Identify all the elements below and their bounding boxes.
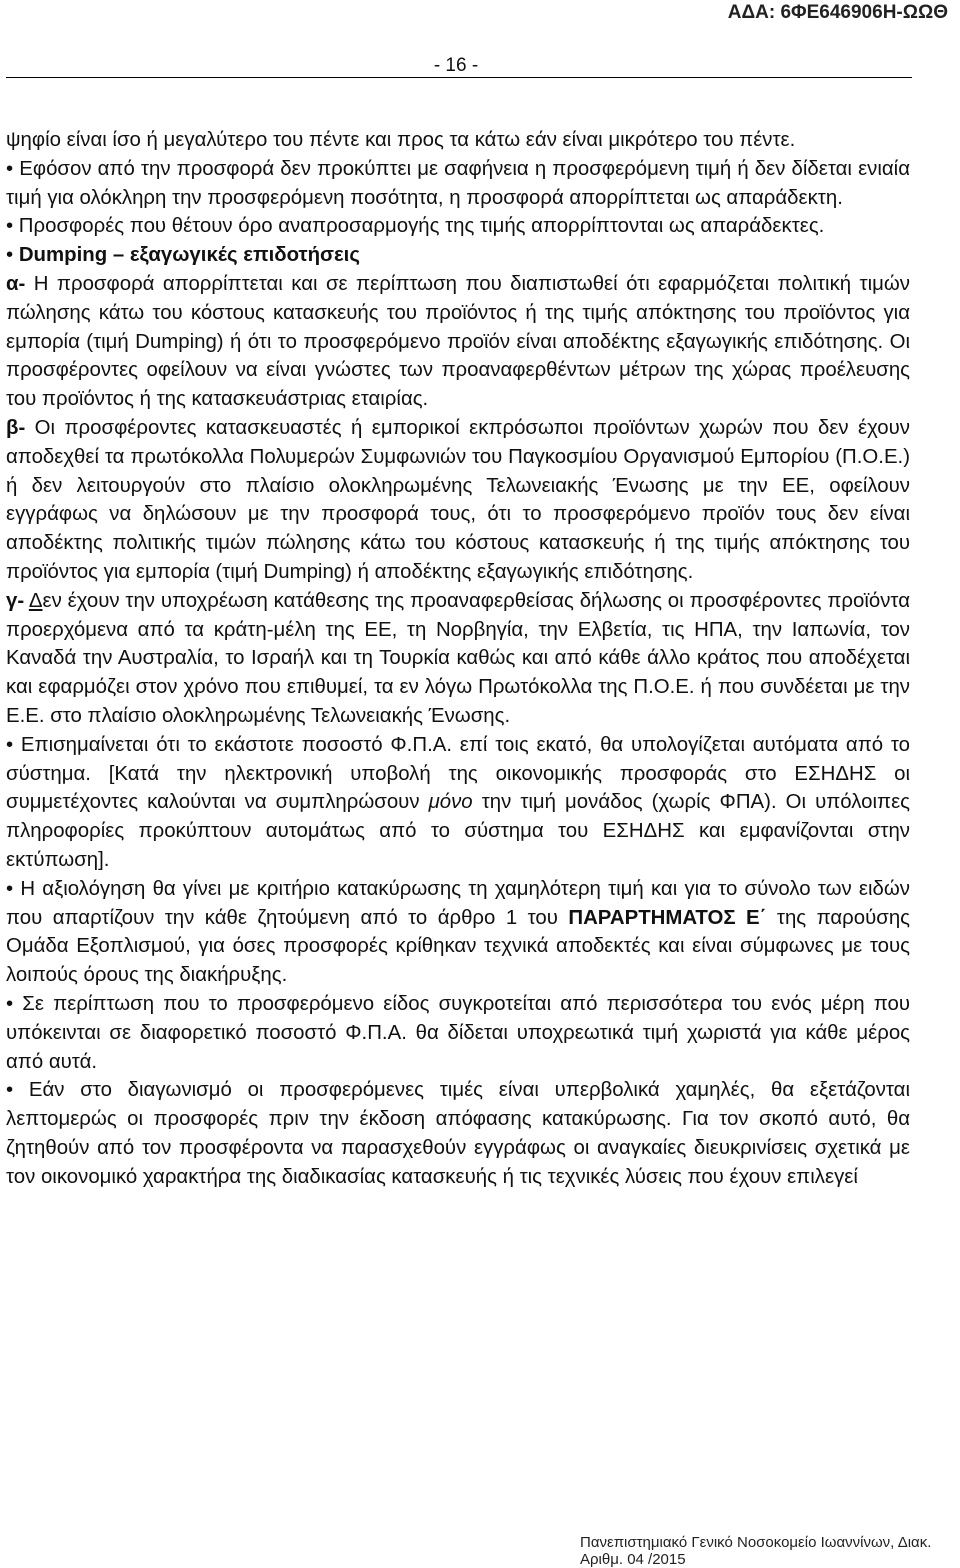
clause-gamma-label: γ- — [6, 589, 25, 612]
bullet-evaluation-text-2: της παρούσης Ομάδα Εξοπλισμού, για όσες προσφορές κρίθηκαν τεχνικά αποδεκτές και είναι σύμφωνες με τους λοιπούς όρους της διακήρυξης. — [6, 906, 911, 987]
clause-gamma-underlined: Δ — [28, 589, 43, 612]
clause-alpha — [6, 270, 910, 414]
bullet-vat-italic: μόνο — [428, 791, 473, 814]
bullet-vat-text-1: • Επισημαίνεται ότι το εκάστοτε ποσοστό Φ.Π.Α. επί τοις εκατό, θα υπολογίζεται αυτόματα από το σύστημα. [Κατά την ηλεκτρονική υποβολή της οικονομικής προσφοράς στο ΕΣΗΔΗΣ οι συμμετέχοντες καλούνται να συμπληρώσουν — [6, 733, 910, 814]
footer-text: Πανεπιστημιακό Γενικό Νοσοκομείο Ιωαννίνων, Διακ. Αριθμ. 04 /2015 — [580, 1534, 932, 1568]
bullet-low-prices: • Εάν στο διαγωνισμό οι προσφερόμενες τιμές είναι υπερβολικά χαμηλές, θα εξετάζονται λεπτομερώς οι προσφορές πριν την έκδοση απόφασης κατακύρωσης. Για τον σκοπό αυτό, θα ζητηθούν από τον προσφέροντα να παρασχεθούν εγγράφως οι αναγκαίες διευκρινίσεις σχετικά με τον οικονομικό χαρακτήρα της διαδικασίας κατασκευής ή τις τεχνικές λύσεις που έχουν επιλεγεί — [6, 1079, 910, 1188]
bullet-vat-text-2: την τιμή μονάδος (χωρίς ΦΠΑ). Οι υπόλοιπες πληροφορίες προκύπτουν αυτομάτως από το σύστημα του ΕΣΗΔΗΣ και εμφανίζονται στην εκτύπωση]. — [6, 791, 911, 871]
page-number-text: - 16 - — [433, 55, 479, 76]
paragraph-continuation: ψηφίο είναι ίσο ή μεγαλύτερο του πέντε και προς τα κάτω εάν είναι μικρότερο του πέντε. — [6, 129, 796, 151]
bullet-price-adjustment: • Προσφορές που θέτουν όρο αναπροσαρμογής της τιμής απορρίπτονται ως απαράδεκτες. — [6, 215, 825, 238]
clause-gamma-text: εν έχουν την υποχρέωση κατάθεσης της προαναφερθείσας δήλωσης οι προσφέροντες προϊόντα προερχόμενα από τα κράτη-μέλη της ΕΕ, τη Νορβηγία, την Ελβετία, τις ΗΠΑ, την Ιαπωνία, τον Καναδά την Αυστραλία, το Ισραήλ και τη Τουρκία καθώς και από κάθε άλλο κράτος που αποδέχεται και εφαρμόζει στον χρόνο που επιθυμεί, τα εν λόγω Πρωτόκολλα της Π.Ο.Ε. ή που συνδέεται με την Ε.Ε. στο πλαίσιο ολοκληρωμένης Τελωνειακής Ένωσης. — [6, 589, 910, 727]
clause-beta-label: β- — [6, 416, 26, 439]
clause-beta-text: Οι προσφέροντες κατασκευαστές ή εμπορικοί εκπρόσωποι προϊόντων χωρών που δεν έχουν αποδεχθεί τα πρωτόκολλα Πολυμερών Συμφωνιών του Παγκοσμίου Οργανισμού Εμπορίου (Π.Ο.Ε.) ή δεν λειτουργούν στο πλαίσιο ολοκληρωμένης Τελωνειακής Ένωσης με την ΕΕ, οφείλουν εγγράφως να δηλώσουν με την προσφορά τους, ότι το προσφερόμενο προϊόν τους δεν είναι αποδέκτης πολιτικής τιμών πώλησης κάτω του κόστους κατασκευής ή της τιμής απόκτησης του προϊόντος για εμπορία (τιμή Dumping) ή αποδέκτης εξαγωγικής επιδότησης. — [6, 416, 910, 583]
heading-bullet: • — [6, 244, 19, 267]
clause-alpha-label: α- — [6, 272, 26, 295]
document-body — [6, 126, 910, 1191]
bullet-vat — [6, 731, 910, 875]
bullet-unclear-price: • Εφόσον από την προσφορά δεν προκύπτει με σαφήνεια η προσφερόμενη τιμή ή δεν δίδεται ενιαία τιμή για ολόκληρη την προσφερόμενη ποσότητα, η προσφορά απορρίπτεται ως απαράδεκτη. — [6, 157, 910, 209]
clause-alpha-text: Η προσφορά απορρίπτεται και σε περίπτωση που διαπιστωθεί ότι εφαρμόζεται πολιτική τιμών πώλησης κάτω του κόστους κατασκευής του προϊόντος ή της τιμής απόκτησης του προϊόντος για εμπορία (τιμή Dumping) ή ότι το προσφερόμενο προϊόν είναι αποδέκτης εξαγωγικής επιδότησης. Οι προσφέροντες οφείλουν να είναι γνώστες των προαναφερθέντων μέτρων της χώρας προέλευσης του προϊόντος ή της κατασκευάστριας εταιρίας. — [6, 272, 910, 411]
header-rule — [6, 77, 912, 78]
heading-title: Dumping – εξαγωγικές επιδοτήσεις — [18, 244, 360, 267]
bullet-multi-part: • Σε περίπτωση που το προσφερόμενο είδος συγκροτείται από περισσότερα του ενός μέρη που υπόκεινται σε διαφορετικό ποσοστό Φ.Π.Α. θα δίδεται υποχρεωτικά τιμή χωριστά για κάθε μέρος από αυτά. — [6, 992, 910, 1073]
bullet-evaluation — [6, 875, 910, 990]
bullet-evaluation-bold: ΠΑΡΑΡΤΗΜΑΤΟΣ Ε΄ — [568, 906, 767, 929]
clause-gamma — [6, 587, 910, 731]
ada-code: ΑΔΑ: 6ΦΕ646906Η-ΩΩΘ — [727, 2, 948, 23]
section-heading-dumping — [6, 241, 910, 270]
bullet-evaluation-text-1: • Η αξιολόγηση θα γίνει με κριτήριο κατακύρωσης τη χαμηλότερη τιμή και για το σύνολο των ειδών που απαρτίζουν την κάθε ζητούμενη από το άρθρο 1 του — [6, 877, 910, 929]
page-number — [0, 55, 960, 77]
clause-beta — [6, 414, 910, 587]
